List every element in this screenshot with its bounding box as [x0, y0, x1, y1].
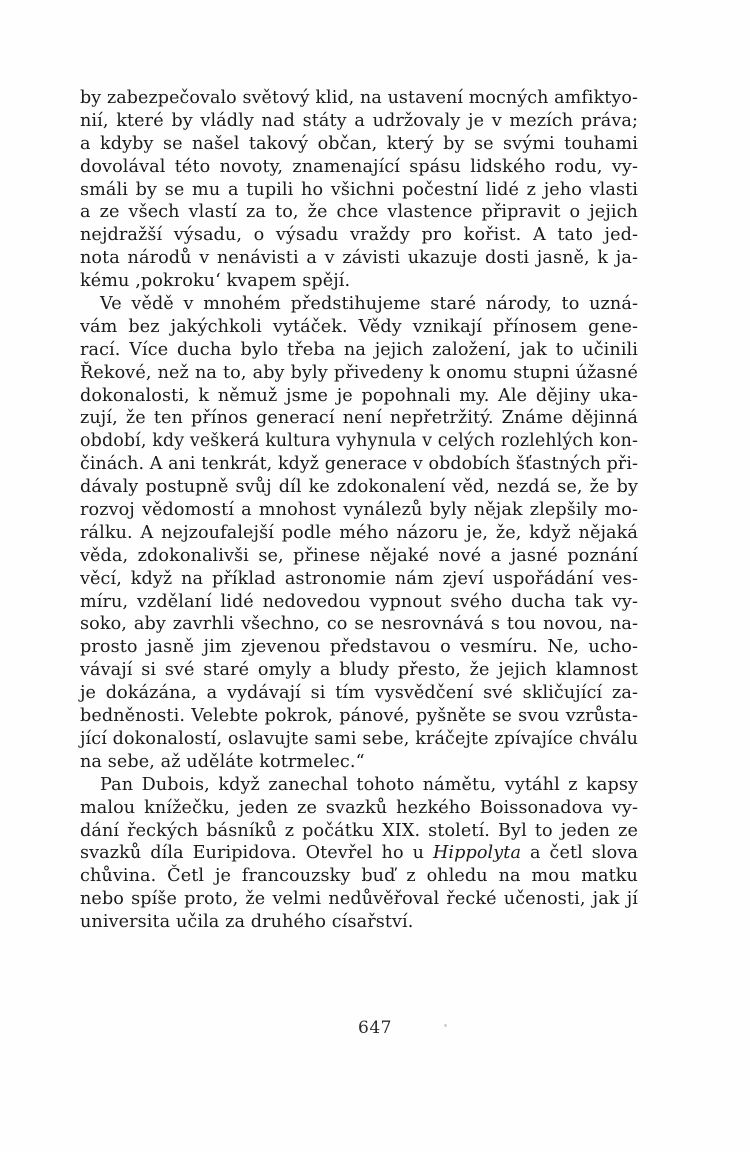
- text-run: bedněnosti. Velebte pokrok, pánové, pyšněte se svou vzrůsta-: [80, 706, 638, 727]
- text-run: rálku. A nejzoufalejší podle mého názoru je, že, když nějaká: [80, 522, 638, 543]
- text-line: [80, 842, 638, 865]
- text-line: [80, 133, 638, 156]
- text-run: nota národů v nenávisti a v závisti ukazuje dosti jasně, k ja-: [80, 248, 638, 269]
- text-run: jící dokonalostí, oslavujte sami sebe, kráčejte zpívajíce chválu: [80, 728, 638, 749]
- text-run: nií, které by vládly nad státy a udržovaly je v mezích práva;: [80, 110, 638, 131]
- text-run: Pan Dubois, když zanechal tohoto námětu, vytáhl z kapsy: [100, 774, 638, 795]
- text-run: malou knížečku, jeden ze svazků hezkého Boissonadova vy-: [80, 797, 638, 818]
- text-run: smáli by se mu a tupili ho všichni počestní lidé z jeho vlasti: [80, 179, 638, 200]
- text-line: [80, 636, 638, 659]
- text-run: Ve vědě v mnohém předstihujeme staré národy, to uzná-: [100, 294, 638, 315]
- text-line: [80, 316, 638, 339]
- text-line: [80, 476, 638, 499]
- text-run: rací. Více ducha bylo třeba na jejich založení, jak to učinili: [80, 339, 638, 360]
- text-run: by zabezpečovalo světový klid, na ustavení mocných amfiktyo-: [80, 88, 638, 108]
- text-line: [80, 911, 638, 934]
- text-line: [80, 339, 638, 362]
- page-number: 647: [358, 1018, 392, 1038]
- text-line: [80, 774, 638, 797]
- text-line: [80, 224, 638, 247]
- paper-speck: [444, 1024, 447, 1027]
- text-run: dovolával této novoty, znamenající spásu lidského rodu, vy-: [80, 156, 638, 177]
- text-run: prosto jasně jim zjevenou představou o vesmíru. Ne, ucho-: [80, 637, 638, 658]
- text-line: [80, 201, 638, 224]
- text-line: [80, 820, 638, 843]
- text-run: nebo spíše proto, že velmi nedůvěřoval řecké učenosti, jak jí: [80, 889, 638, 910]
- text-run: vám bez jakýchkoli vytáček. Vědy vznikají přínosem gene-: [80, 316, 638, 337]
- text-run: kému ‚pokroku‘ kvapem spějí.: [80, 271, 351, 292]
- text-run: nejdražší výsadu, o výsadu vraždy pro kořist. A tato jed-: [80, 225, 638, 246]
- text-run: je dokázána, a vydávají si tím vysvědčení své skličující za-: [80, 683, 638, 704]
- text-line: [80, 705, 638, 728]
- text-run: dávaly postupně svůj díl ke zdokonalení věd, nezdá se, že by: [80, 477, 638, 498]
- text-run: svazků díla Euripidova. Otevřel ho u: [80, 843, 433, 864]
- text-run: na sebe, až uděláte kotrmelec.“: [80, 751, 365, 772]
- text-run: míru, vzdělaní lidé nedovedou vypnout svého ducha tak vy-: [80, 591, 638, 612]
- text-line: [80, 293, 638, 316]
- text-line: [80, 797, 638, 820]
- text-run: věda, zdokonalivši se, přinese nějaké nové a jasné poznání: [80, 545, 638, 566]
- text-line: [80, 613, 638, 636]
- text-run: zují, že ten přínos generací není nepřetržitý. Známe dějinná: [80, 408, 638, 429]
- italic-title: Hippolyta: [432, 843, 522, 864]
- text-run: Řekové, než na to, aby byly přivedeny k onomu stupni úžasné: [80, 362, 638, 383]
- text-run: činách. A ani tenkrát, když generace v obdobích šťastných při-: [80, 454, 638, 475]
- body-text: [80, 87, 638, 934]
- text-line: [80, 247, 638, 270]
- text-line: [80, 682, 638, 705]
- text-line: [80, 659, 638, 682]
- text-line: [80, 87, 638, 110]
- text-line: [80, 751, 638, 774]
- text-run: rozvoj vědomostí a mnohost vynálezů byly nějak zlepšily mo-: [80, 500, 638, 521]
- text-line: [80, 430, 638, 453]
- text-line: [80, 362, 638, 385]
- text-line: [80, 110, 638, 133]
- text-run: a četl slova: [521, 843, 638, 864]
- text-line: [80, 522, 638, 545]
- text-run: soko, aby zavrhli všechno, co se nesrovnává s tou novou, na-: [80, 614, 638, 635]
- text-line: [80, 591, 638, 614]
- text-line: [80, 407, 638, 430]
- text-line: [80, 270, 638, 293]
- text-run: universita učila za druhého císařství.: [80, 912, 414, 933]
- text-run: chůvina. Četl je francouzsky buď z ohledu na mou matku: [80, 866, 638, 887]
- text-run: vávají si své staré omyly a bludy přesto, že jejich klamnost: [80, 660, 638, 681]
- text-line: [80, 179, 638, 202]
- text-line: [80, 545, 638, 568]
- text-run: dokonalosti, k němuž jsme je popohnali my. Ale dějiny uka-: [80, 385, 638, 406]
- text-run: a ze všech vlastí za to, že chce vlastence připravit o jejich: [80, 202, 638, 223]
- text-line: [80, 728, 638, 751]
- text-run: věcí, když na příklad astronomie nám zjeví uspořádání ves-: [80, 568, 638, 589]
- text-line: [80, 568, 638, 591]
- text-run: a kdyby se našel takový občan, který by se svými touhami: [80, 133, 638, 154]
- text-line: [80, 453, 638, 476]
- text-run: dání řeckých básníků z počátku XIX. století. Byl to jeden ze: [80, 820, 638, 841]
- text-line: [80, 865, 638, 888]
- text-line: [80, 385, 638, 408]
- text-run: období, kdy veškerá kultura vyhynula v celých rozlehlých kon-: [80, 431, 639, 452]
- text-line: [80, 499, 638, 522]
- text-line: [80, 888, 638, 911]
- text-line: [80, 156, 638, 179]
